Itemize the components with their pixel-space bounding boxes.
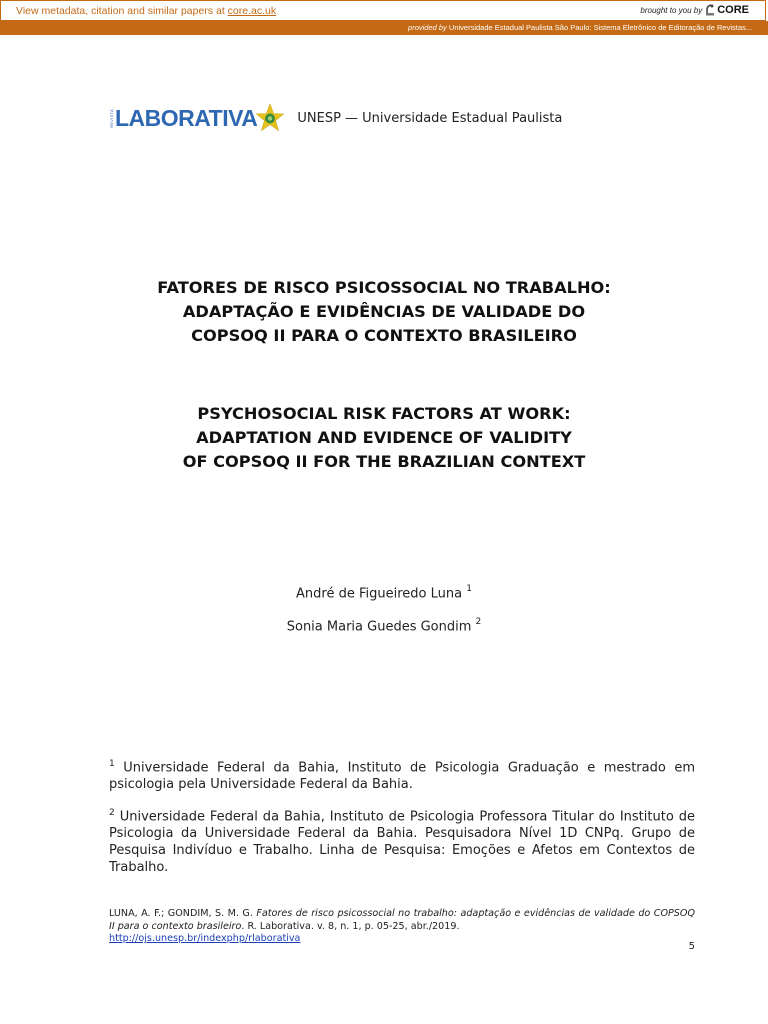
core-logo-icon — [705, 4, 715, 16]
provider-text: provided by Universidade Estadual Paulista São Paulo: Sistema Eletrônico de Editoração de Revistas... — [408, 23, 752, 32]
journal-header — [109, 103, 562, 133]
author-2 — [100, 618, 668, 634]
logo-revista-text: REVISTA — [109, 108, 114, 128]
affiliation-mark: 1 — [109, 759, 115, 769]
citation-authors: LUNA, A. F.; GONDIM, S. M. G. — [109, 908, 253, 919]
citation-title: Fatores de risco psicossocial no trabalho: adaptação e evidências de validade do COPSOQ II para o contexto brasileiro — [109, 908, 695, 932]
core-brought-by — [640, 4, 749, 16]
affiliation-2 — [109, 805, 695, 876]
author-footnote-mark: 1 — [466, 584, 472, 594]
core-metadata-banner — [0, 0, 766, 21]
citation — [109, 908, 695, 946]
author-name: Sonia Maria Guedes Gondim — [286, 619, 472, 635]
core-logo-label: CORE — [717, 4, 749, 16]
core-ac-uk-link[interactable]: core.ac.uk — [227, 5, 277, 17]
title-en-line: OF COPSOQ II FOR THE BRAZILIAN CONTEXT — [182, 452, 586, 471]
citation-source: . R. Laborativa. v. 8, n. 1, p. 05-25, abr./2019. — [241, 920, 460, 932]
title-en-line: PSYCHOSOCIAL RISK FACTORS AT WORK: — [197, 404, 571, 423]
title-pt-line: ADAPTAÇÃO E EVIDÊNCIAS DE VALIDADE DO — [182, 302, 586, 321]
laborativa-logo — [109, 103, 285, 133]
affiliation-text: Universidade Federal da Bahia, Instituto de Psicologia Professora Titular do Instituto de Psicologia da Universidade Federal da Bahia. Pesquisadora Nível 1D CNPq. Grupo de Pesquisa Indivíduo e Trabalho. Linha de Pesquisa: Emoções e Afetos em Contextos de Trabalho. — [109, 809, 695, 876]
core-logo[interactable] — [705, 4, 749, 16]
star-icon — [255, 103, 285, 133]
affiliation-1 — [109, 756, 695, 793]
title-pt-line: COPSOQ II PARA O CONTEXTO BRASILEIRO — [191, 326, 577, 345]
citation-url-link[interactable]: http://ojs.unesp.br/indexphp/rlaborativa — [109, 933, 301, 944]
affiliation-mark: 2 — [109, 808, 115, 818]
page-number: 5 — [688, 941, 695, 952]
title-english — [100, 402, 668, 474]
title-pt-line: FATORES DE RISCO PSICOSSOCIAL NO TRABALHO: — [157, 278, 611, 297]
title-portuguese — [100, 276, 668, 348]
logo-wordmark: LABORATIVA — [115, 104, 258, 131]
institution-name: UNESP — Universidade Estadual Paulista — [297, 110, 563, 126]
author-1 — [100, 585, 668, 601]
author-footnote-mark: 2 — [475, 617, 482, 627]
author-name: André de Figueiredo Luna — [296, 586, 463, 602]
core-metadata-text: View metadata, citation and similar papers at core.ac.uk — [16, 5, 277, 17]
title-en-line: ADAPTATION AND EVIDENCE OF VALIDITY — [196, 428, 572, 447]
brought-by-text: brought to you by — [640, 5, 703, 15]
core-provider-bar — [0, 21, 768, 35]
affiliation-text: Universidade Federal da Bahia, Instituto de Psicologia Graduação e mestrado em psicologia pela Universidade Federal da Bahia. — [109, 760, 696, 793]
